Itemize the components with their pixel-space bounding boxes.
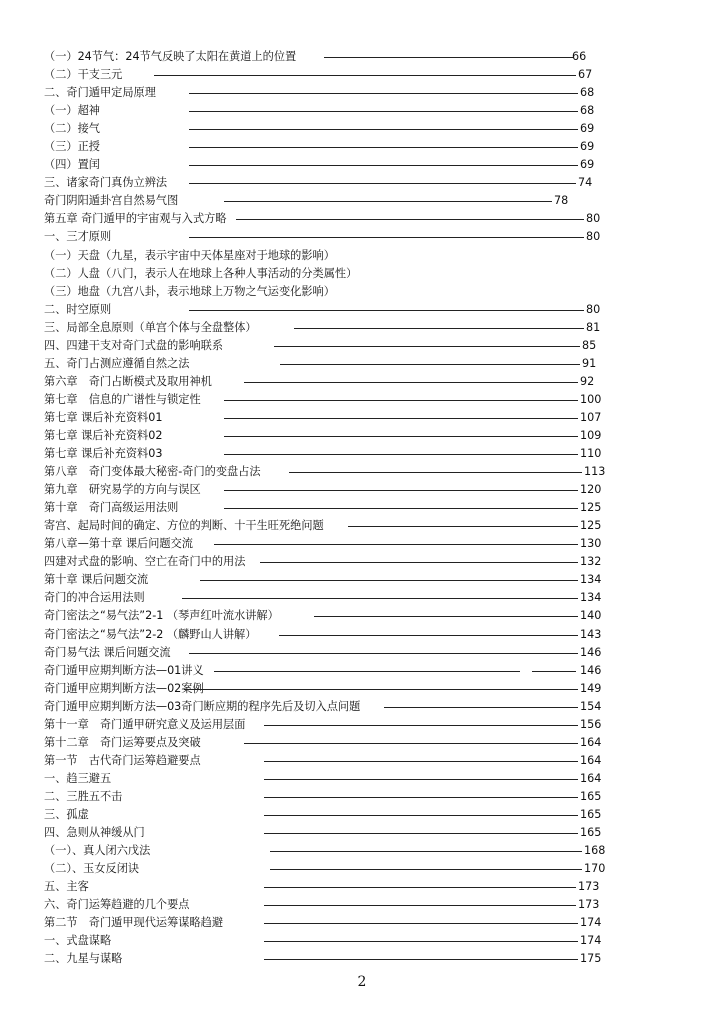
toc-entry-title: 奇门遁甲应期判断方法—03奇门断应期的程序先后及切入点问题 — [44, 699, 361, 713]
toc-entry-title: （一）超神 — [44, 104, 100, 118]
toc-entry-page-number: 80 — [586, 302, 601, 316]
toc-entry-title: 第十章 课后问题交流 — [44, 573, 149, 587]
dot-leader — [264, 761, 578, 762]
toc-entry-page-number: 109 — [580, 428, 602, 442]
toc-entry-title: 二、时空原则 — [44, 302, 112, 316]
toc-entry[interactable] — [44, 662, 600, 680]
toc-entry-page-number: 140 — [580, 609, 602, 623]
toc-entry-page-number: 80 — [586, 212, 601, 226]
toc-entry-title: 第八章 奇门变体最大秘密-奇门的变盘占法 — [44, 465, 261, 479]
toc-entry[interactable] — [44, 806, 600, 824]
toc-entry[interactable] — [44, 607, 600, 625]
toc-entry[interactable] — [44, 120, 600, 138]
dot-leader — [264, 941, 578, 942]
toc-entry-title: 奇门易气法 课后问题交流 — [44, 645, 171, 659]
toc-entry-page-number: 173 — [578, 898, 600, 912]
toc-entry-page-number: 80 — [586, 230, 601, 244]
toc-entry-page-number: 130 — [580, 537, 602, 551]
toc-entry-page-number: 68 — [580, 104, 595, 118]
toc-entry[interactable] — [44, 535, 600, 553]
toc-entry[interactable] — [44, 842, 606, 860]
toc-entry-title: 第五章 奇门遁甲的宇宙观与入式方略 — [44, 212, 227, 226]
toc-entry-title: 第八章—第十章 课后问题交流 — [44, 537, 193, 551]
toc-entry[interactable] — [44, 932, 600, 950]
toc-entry-title: 第七章 课后补充资料02 — [44, 428, 163, 442]
toc-entry-page-number: 66 — [572, 50, 587, 63]
dot-leader — [264, 815, 578, 816]
table-of-contents — [44, 48, 606, 968]
toc-entry-title: 四、急则从神缓从门 — [44, 826, 145, 840]
dot-leader — [270, 869, 582, 870]
toc-entry[interactable] — [44, 192, 600, 210]
toc-entry-page-number: 156 — [580, 717, 602, 731]
toc-entry-title: （四）置闰 — [44, 158, 100, 172]
toc-entry-title: 第九章 研究易学的方向与误区 — [44, 483, 201, 497]
toc-entry-title: 一、趋三避五 — [44, 771, 112, 785]
dot-leader — [189, 310, 584, 311]
toc-entry-page-number: 165 — [580, 789, 602, 803]
toc-entry[interactable] — [44, 409, 600, 427]
toc-entry-title: 一、式盘谋略 — [44, 934, 112, 948]
toc-entry[interactable] — [44, 770, 600, 788]
toc-entry-title: 二、三胜五不击 — [44, 789, 123, 803]
toc-entry-title: 三、局部全息原则（单宫个体与全盘整体） — [44, 320, 257, 334]
dot-leader — [182, 598, 578, 599]
toc-entry-page-number: 154 — [580, 699, 602, 713]
toc-entry[interactable] — [44, 247, 600, 265]
toc-entry-page-number: 173 — [578, 880, 600, 894]
toc-entry-page-number: 165 — [580, 807, 602, 821]
toc-entry[interactable] — [44, 752, 600, 770]
toc-entry[interactable] — [44, 517, 600, 535]
toc-entry-page-number: 100 — [580, 392, 602, 406]
toc-entry-title: 第二节 奇门遁甲现代运筹谋略趋避 — [44, 916, 224, 930]
toc-entry-page-number: 132 — [580, 555, 602, 569]
dot-leader — [214, 671, 520, 672]
dot-leader — [314, 616, 578, 617]
toc-entry[interactable] — [44, 84, 600, 102]
toc-entry-page-number: 165 — [580, 826, 602, 840]
toc-entry[interactable] — [44, 138, 600, 156]
toc-entry[interactable] — [44, 481, 600, 499]
dot-leader — [289, 472, 582, 473]
toc-entry[interactable] — [44, 228, 600, 246]
toc-entry-page-number: 92 — [580, 374, 595, 388]
dot-leader — [224, 400, 578, 401]
dot-leader — [224, 418, 578, 419]
dot-leader — [324, 57, 574, 58]
toc-entry-title: 第六章 奇门占断模式及取用神机 — [44, 374, 212, 388]
toc-entry[interactable] — [44, 265, 600, 283]
toc-entry[interactable] — [44, 210, 600, 228]
toc-entry-title: 二、奇门遁甲定局原理 — [44, 86, 156, 100]
toc-entry-title: 五、主客 — [44, 880, 89, 894]
dot-leader — [260, 562, 578, 563]
toc-entry-page-number: 149 — [580, 681, 602, 695]
toc-entry[interactable] — [44, 644, 600, 662]
toc-entry-title: （三）地盘（九宫八卦，表示地球上万物之气运变化影响） — [44, 284, 335, 298]
toc-entry[interactable] — [44, 553, 600, 571]
toc-entry-title: 奇门遁甲应期判断方法—01讲义 — [44, 663, 204, 677]
dot-leader — [200, 580, 578, 581]
toc-entry-title: 奇门遁甲应期判断方法—02案例 — [44, 681, 204, 695]
toc-entry-title: 第十一章 奇门遁甲研究意义及运用层面 — [44, 717, 246, 731]
toc-entry-title: 奇门阴阳遁卦宫自然易气图 — [44, 194, 179, 208]
toc-entry-title: 第七章 课后补充资料03 — [44, 447, 163, 461]
dot-leader — [270, 851, 582, 852]
toc-entry[interactable] — [44, 860, 606, 878]
dot-leader — [224, 454, 578, 455]
toc-entry[interactable] — [44, 878, 600, 896]
toc-entry-page-number: 120 — [580, 483, 602, 497]
toc-entry[interactable] — [44, 698, 600, 716]
toc-entry[interactable] — [44, 102, 600, 120]
dot-leader — [189, 183, 576, 184]
toc-entry-title: 三、诸家奇门真伪立辨法 — [44, 176, 168, 190]
toc-entry-title: 奇门密法之“易气法”2-2 （麟野山人讲解） — [44, 627, 257, 641]
toc-entry-page-number: 175 — [580, 952, 602, 966]
toc-entry[interactable] — [44, 463, 606, 481]
toc-entry-page-number: 146 — [580, 645, 602, 659]
toc-entry[interactable] — [44, 355, 600, 373]
toc-entry[interactable] — [44, 427, 600, 445]
dot-leader — [264, 779, 578, 780]
toc-entry-page-number: 170 — [584, 862, 606, 876]
toc-entry[interactable] — [44, 950, 600, 968]
toc-entry-title: （三）正授 — [44, 140, 100, 154]
toc-entry-title: 奇门密法之“易气法”2-1 （琴声红叶流水讲解） — [44, 609, 279, 623]
dot-leader — [244, 743, 578, 744]
toc-entry-page-number: 164 — [580, 735, 602, 749]
dot-leader — [274, 346, 580, 347]
dot-leader — [189, 147, 578, 148]
page-number-footer: 2 — [357, 974, 367, 990]
toc-entry-page-number: 110 — [580, 447, 602, 461]
toc-entry-page-number: 85 — [582, 338, 597, 352]
toc-entry-title: 寄宫、起局时间的确定、方位的判断、十干生旺死绝问题 — [44, 519, 324, 533]
toc-entry-page-number: 81 — [586, 320, 601, 334]
toc-entry-page-number: 125 — [580, 501, 602, 515]
toc-entry[interactable] — [44, 626, 600, 644]
toc-entry-page-number: 68 — [580, 86, 595, 100]
toc-entry-page-number: 134 — [580, 573, 602, 587]
toc-entry-title: 二、九星与谋略 — [44, 952, 123, 966]
toc-entry-title: 五、奇门占测应遵循自然之法 — [44, 356, 190, 370]
toc-entry[interactable] — [44, 896, 600, 914]
dot-leader — [184, 689, 578, 690]
dot-leader — [224, 201, 552, 202]
toc-entry-title: 六、奇门运筹趋避的几个要点 — [44, 898, 190, 912]
toc-entry-title: 第十章 奇门高级运用法则 — [44, 501, 179, 515]
toc-entry-page-number: 69 — [580, 158, 595, 172]
dot-leader — [264, 887, 576, 888]
dot-leader — [189, 129, 578, 130]
toc-entry-page-number: 174 — [580, 916, 602, 930]
toc-entry-title: 第七章 课后补充资料01 — [44, 410, 163, 424]
toc-entry-page-number: 69 — [580, 140, 595, 154]
dot-leader — [224, 508, 578, 509]
toc-entry-title: 第七章 信息的广谱性与锁定性 — [44, 392, 201, 406]
dot-leader — [294, 328, 584, 329]
dot-leader — [244, 382, 578, 383]
dot-leader — [154, 75, 576, 76]
toc-entry-page-number: 69 — [580, 122, 595, 136]
toc-entry[interactable] — [44, 373, 600, 391]
dot-leader — [224, 436, 578, 437]
dot-leader — [224, 490, 578, 491]
dot-leader — [280, 364, 580, 365]
toc-entry[interactable] — [44, 716, 600, 734]
toc-entry-page-number: 134 — [580, 591, 602, 605]
toc-entry-title: 第十二章 奇门运筹要点及突破 — [44, 735, 201, 749]
toc-entry[interactable] — [44, 283, 600, 301]
toc-entry[interactable] — [44, 66, 600, 84]
toc-entry[interactable] — [44, 734, 600, 752]
toc-entry-page-number: 146 — [580, 663, 602, 677]
dot-leader — [264, 959, 578, 960]
toc-entry-title: 四、四建干支对奇门式盘的影响联系 — [44, 338, 224, 352]
toc-entry[interactable] — [44, 824, 600, 842]
toc-entry-page-number: 91 — [582, 356, 597, 370]
toc-entry-page-number: 168 — [584, 844, 606, 858]
dot-leader — [189, 111, 578, 112]
dot-leader — [236, 219, 584, 220]
dot-leader — [264, 725, 578, 726]
toc-entry[interactable] — [44, 499, 600, 517]
toc-entry-page-number: 107 — [580, 410, 602, 424]
dot-leader — [532, 671, 576, 672]
toc-entry[interactable] — [44, 174, 600, 192]
dot-leader — [264, 797, 578, 798]
toc-entry-title: 第一节 古代奇门运筹趋避要点 — [44, 753, 201, 767]
toc-entry[interactable] — [44, 48, 600, 66]
toc-entry[interactable] — [44, 788, 600, 806]
toc-entry-page-number: 164 — [580, 771, 602, 785]
toc-entry-title: （一）、真人闭六戊法 — [44, 844, 151, 858]
toc-entry-title: 三、孤虚 — [44, 807, 89, 821]
dot-leader — [264, 923, 578, 924]
dot-leader — [189, 653, 578, 654]
toc-entry[interactable] — [44, 589, 600, 607]
toc-entry-page-number: 113 — [584, 465, 606, 479]
dot-leader — [189, 237, 584, 238]
toc-entry-page-number: 143 — [580, 627, 602, 641]
toc-entry-page-number: 164 — [580, 753, 602, 767]
toc-entry[interactable] — [44, 680, 600, 698]
toc-entry-title: （一）天盘（九星，表示宇宙中天体星座对于地球的影响） — [44, 248, 335, 262]
toc-entry-title: 四建对式盘的影响、空亡在奇门中的用法 — [44, 555, 246, 569]
dot-leader — [279, 635, 578, 636]
toc-entry-page-number: 125 — [580, 519, 602, 533]
toc-entry-title: （二）接气 — [44, 122, 100, 136]
toc-entry[interactable] — [44, 571, 600, 589]
dot-leader — [189, 93, 578, 94]
toc-entry-title: （二）干支三元 — [44, 68, 123, 82]
toc-entry[interactable] — [44, 301, 600, 319]
toc-entry-page-number: 174 — [580, 934, 602, 948]
dot-leader — [348, 526, 578, 527]
toc-entry-title: （一）24节气：24节气反映了太阳在黄道上的位置 — [44, 50, 297, 63]
toc-entry[interactable] — [44, 391, 600, 409]
toc-entry-page-number: 74 — [578, 176, 593, 190]
dot-leader — [189, 165, 578, 166]
dot-leader — [214, 544, 578, 545]
toc-entry-page-number: 78 — [554, 194, 569, 208]
toc-entry[interactable] — [44, 914, 600, 932]
toc-entry-title: 一、三才原则 — [44, 230, 112, 244]
dot-leader — [384, 707, 578, 708]
dot-leader — [264, 833, 578, 834]
toc-entry-title: （二）人盘（八门，表示人在地球上各种人事活动的分类属性） — [44, 266, 358, 280]
toc-entry-page-number: 67 — [578, 68, 593, 82]
dot-leader — [264, 905, 576, 906]
toc-entry[interactable] — [44, 445, 600, 463]
toc-entry[interactable] — [44, 337, 600, 355]
toc-entry[interactable] — [44, 319, 600, 337]
toc-entry-title: 奇门的冲合运用法则 — [44, 591, 145, 605]
toc-entry-title: （二）、玉女反闭诀 — [44, 862, 140, 876]
toc-entry[interactable] — [44, 156, 600, 174]
